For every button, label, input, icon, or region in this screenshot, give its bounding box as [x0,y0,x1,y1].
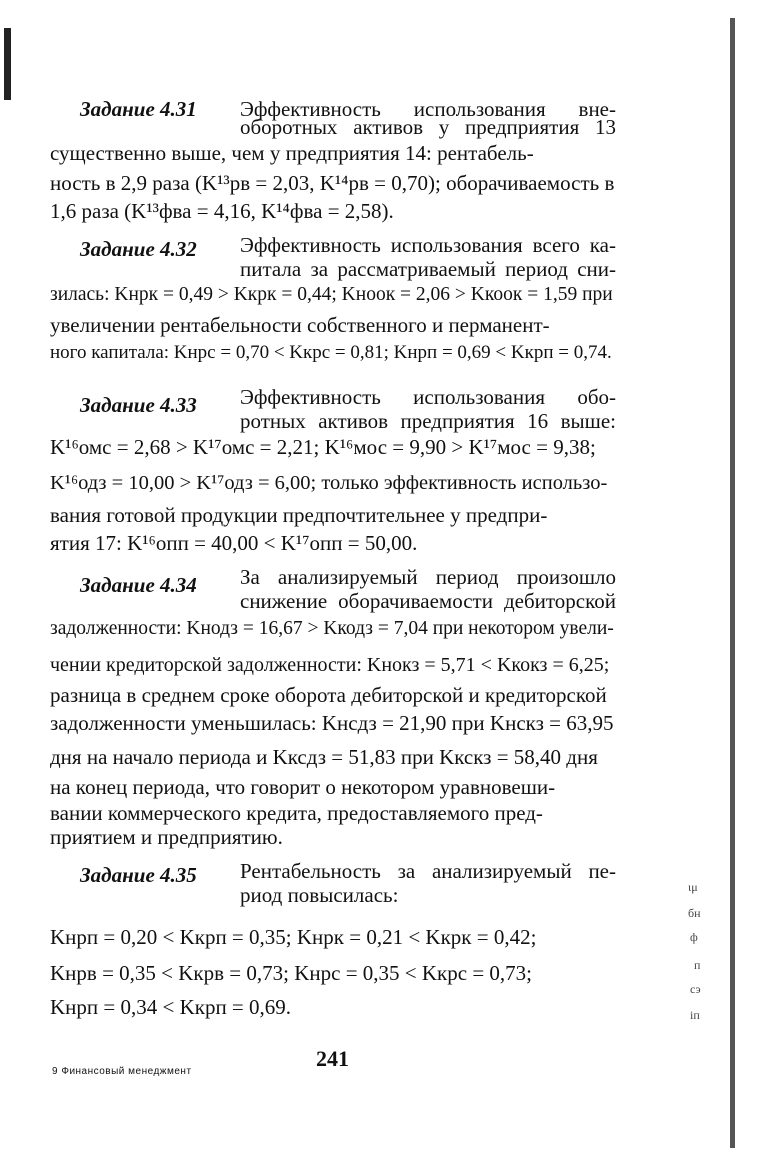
page-number: 241 [316,1046,349,1071]
footer-note: 9 Финансовый менеджмент [52,1066,192,1077]
task-body-line: увеличении рентабельности собственного и перманент- [50,313,550,337]
task-body-line: ного капитала: Kнрс = 0,70 < Kкрс = 0,81; Kнрп = 0,69 < Kкрп = 0,74. [50,342,612,363]
task-heading-line: ротных активов предприятия 16 выше: [240,409,616,433]
task-label: Задание 4.34 [80,573,197,597]
task-body-line: разница в среднем сроке оборота дебиторской и кредиторской [50,683,607,707]
task-label: Задание 4.32 [80,237,197,261]
task-body-line: Kнрв = 0,35 < Kкрв = 0,73; Kнрс = 0,35 < Kкрс = 0,73; [50,961,532,985]
margin-mark: п [694,958,701,972]
task-label: Задание 4.31 [80,97,197,121]
margin-mark: сэ [690,982,701,996]
task-body-line: Kнрп = 0,34 < Kкрп = 0,69. [50,995,292,1019]
task-body-line: на конец периода, что говорит о некотором уравновеши- [50,775,556,799]
margin-mark: бн [688,906,701,920]
task-body-line: существенно выше, чем у предприятия 14: рентабель- [50,141,534,165]
task-heading-line: Эффективность использования обо- [240,385,616,409]
task-heading-line: За анализируемый период произошло [240,565,616,589]
left-binding-bar [4,28,11,100]
task-heading-line: Рентабельность за анализируемый пе- [240,859,616,883]
task-body-line: K¹⁶омс = 2,68 > K¹⁷омс = 2,21; K¹⁶мос = 9,90 > K¹⁷мос = 9,38; [50,435,596,459]
task-body-line: чении кредиторской задолженности: Kнокз = 5,71 < Kкокз = 6,25; [50,654,610,676]
task-body-line: зилась: Kнрк = 0,49 > Kкрк = 0,44; Kноок = 2,06 > Kкоок = 1,59 при [50,284,613,305]
margin-mark: іп [690,1008,700,1022]
task-body-line: K¹⁶одз = 10,00 > K¹⁷одз = 6,00; только эффективность использо- [50,472,608,494]
task-label: Задание 4.33 [80,393,197,417]
task-heading-line: риод повысилась: [240,883,399,907]
task-body-line: дня на начало периода и Kксдз = 51,83 при Kкскз = 58,40 дня [50,745,598,769]
task-body-line: приятием и предприятию. [50,825,283,849]
margin-mark: ф [690,930,698,944]
task-heading-line: оборотных активов у предприятия 13 [240,115,616,139]
task-heading-line: Эффективность использования всего ка- [240,233,616,257]
task-body-line: задолженности уменьшилась: Kнсдз = 21,90 при Kнскз = 63,95 [50,711,614,735]
task-body-line: вании коммерческого кредита, предоставляемого пред- [50,801,543,825]
task-body-line: ность в 2,9 раза (K¹³рв = 2,03, K¹⁴рв = 0,70); оборачиваемость в [50,171,615,195]
right-binding-bar [730,18,735,1148]
task-body-line: 1,6 раза (K¹³фва = 4,16, K¹⁴фва = 2,58). [50,199,394,223]
margin-mark: ιμ [688,880,698,894]
task-label: Задание 4.35 [80,863,197,887]
task-heading-line: снижение оборачиваемости дебиторской [240,589,616,613]
task-heading-line: Эффективность использования вне- [240,97,616,121]
task-body-line: Kнрп = 0,20 < Kкрп = 0,35; Kнрк = 0,21 < Kкрк = 0,42; [50,925,537,949]
task-body-line: вания готовой продукции предпочтительнее у предпри- [50,503,548,527]
task-heading-line: питала за рассматриваемый период сни- [240,257,616,281]
task-body-line: ятия 17: K¹⁶опп = 40,00 < K¹⁷опп = 50,00. [50,531,418,555]
task-body-line: задолженности: Kнодз = 16,67 > Kкодз = 7,04 при некотором увели- [50,618,614,639]
